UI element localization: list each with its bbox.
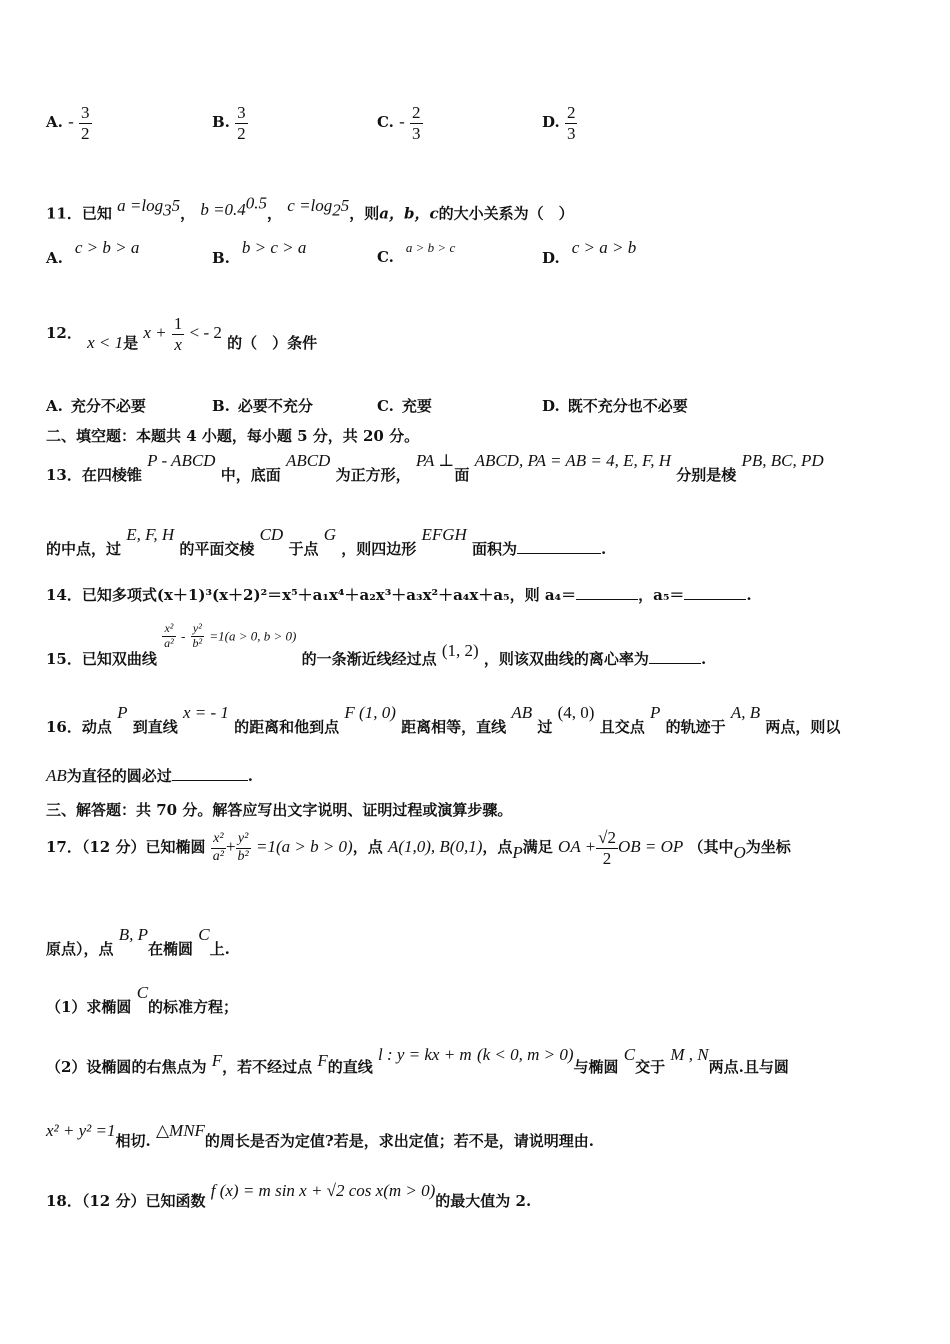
- text: 分别是棱: [676, 466, 737, 484]
- text: 在四棱锥: [81, 466, 142, 484]
- option-expr: c > a > b: [571, 238, 637, 257]
- option-label: A.: [46, 249, 63, 267]
- question-14: [46, 588, 752, 603]
- math: CD: [259, 525, 284, 544]
- text: 的标准方程；: [148, 998, 239, 1016]
- option-text: 既不充分也不必要: [567, 397, 688, 415]
- numerator: 3: [237, 103, 246, 122]
- text: 在椭圆: [148, 940, 194, 958]
- math: F: [211, 1051, 223, 1070]
- score: （12 分）: [81, 1192, 146, 1210]
- section-3-heading: 三、解答题：共 70 分。解答应写出文字说明、证明过程或演算步骤。: [46, 801, 513, 819]
- math: P: [512, 843, 523, 863]
- math-rhs: =1(a > b > 0): [255, 837, 353, 857]
- q12-option-d: [542, 395, 688, 416]
- question-number: 17．: [46, 838, 82, 857]
- denominator: a²: [164, 635, 174, 650]
- q11-option-d: [542, 238, 637, 268]
- option-text: 必要不充分: [237, 397, 313, 415]
- numerator: 3: [81, 103, 90, 122]
- text: 中，底面: [220, 466, 281, 484]
- text: 原点），点: [46, 940, 114, 958]
- math: F: [317, 1051, 328, 1070]
- option-text: 充分不必要: [70, 397, 146, 415]
- text: 的最大值为 2.: [435, 1192, 532, 1210]
- text: 距离相等，直线: [401, 718, 507, 736]
- text: ，a₅＝: [638, 586, 685, 604]
- denominator: b²: [192, 635, 203, 650]
- option-label: D.: [542, 113, 560, 132]
- text: ，点: [482, 838, 513, 857]
- math-vector: OA +: [558, 837, 597, 857]
- option-label: C.: [377, 113, 394, 132]
- text: ，则该双曲线的离心率为: [483, 650, 649, 669]
- text: 相切.: [115, 1132, 151, 1150]
- option-label: A.: [46, 113, 63, 132]
- text: 的周长是否为定值?若是，求出定值；若不是，请说明理由.: [204, 1132, 594, 1150]
- question-17-part-2-line-1: [46, 1045, 789, 1076]
- math: P: [117, 703, 128, 722]
- fraction-x: [162, 622, 176, 651]
- answer-blank: [649, 662, 701, 664]
- option-label: B.: [212, 113, 230, 132]
- option-expr: a > b > c: [405, 240, 456, 255]
- text: 到直线: [132, 718, 178, 736]
- math: P: [649, 703, 661, 722]
- text: 已知函数: [145, 1192, 206, 1210]
- text: （2）设椭圆的右焦点为: [46, 1058, 207, 1076]
- option-label: D.: [542, 397, 560, 415]
- question-number: 13．: [46, 466, 82, 484]
- math: O: [733, 843, 746, 863]
- answer-blank: [172, 779, 248, 781]
- math: C: [198, 925, 210, 944]
- arg: 5: [171, 195, 181, 215]
- text: 的轨迹于: [665, 718, 726, 736]
- text: 面: [454, 466, 470, 484]
- expr: c =log: [287, 195, 333, 215]
- expr: b =0.4: [200, 199, 246, 219]
- denominator: a²: [212, 848, 224, 864]
- option-expr: c > b > a: [74, 238, 140, 257]
- text: 的大小关系为（ ）: [438, 204, 574, 223]
- text: 与椭圆: [573, 1058, 619, 1076]
- score: （12 分）: [81, 838, 146, 857]
- text: 的平面交棱: [179, 540, 255, 558]
- question-16-line-2: [46, 767, 253, 784]
- question-11: 11．已知 $a =\log_35$， $b =0.4^{0.5}$， $c =\log_25$，则a，b，c的大小关系为（ ）: [46, 193, 574, 223]
- numerator: y²: [191, 622, 205, 637]
- math: M , N: [670, 1045, 709, 1064]
- question-number: 15．: [46, 650, 82, 669]
- math: ABCD, PA = AB = 4, E, F, H: [474, 451, 671, 470]
- text: 的（ ）条件: [227, 334, 318, 353]
- text: 已知多项式(x＋1)³(x＋2)²＝x⁵＋a₁x⁴＋a₂x³＋a₃x²＋a₄x＋a₅，则 a₄＝: [81, 586, 577, 604]
- math: C: [136, 983, 149, 1002]
- q12-option-a: [46, 395, 146, 416]
- math: C: [623, 1045, 636, 1064]
- text: ，点: [352, 838, 383, 857]
- option-label: B.: [212, 249, 230, 267]
- math-x: x +: [143, 323, 167, 343]
- option-label: B.: [212, 397, 230, 415]
- fraction: [410, 103, 423, 143]
- text: .: [746, 586, 752, 604]
- text: 为坐标: [745, 838, 791, 857]
- text: .: [247, 767, 254, 785]
- option-label: C.: [377, 248, 394, 266]
- option-expr: b > c > a: [241, 238, 307, 257]
- question-18: [46, 1181, 532, 1210]
- text: （1）求椭圆: [46, 998, 132, 1016]
- question-number: 14．: [46, 586, 82, 604]
- math-points: A(1,0), B(0,1): [387, 837, 483, 857]
- numerator: x²: [162, 622, 176, 637]
- math-line: l : y = kx + m: [377, 1045, 472, 1064]
- math-triangle: △MNF: [155, 1121, 205, 1140]
- math: B, P: [118, 925, 149, 944]
- base: 2: [332, 200, 341, 220]
- question-17-part-1: [46, 983, 239, 1016]
- math: EFGH: [421, 525, 467, 544]
- text: 为直径的圆必过: [66, 767, 172, 785]
- q10-option-a: [46, 103, 92, 143]
- question-13-line-1: [46, 451, 824, 484]
- denominator: 2: [602, 848, 612, 868]
- math-condition: x < 1: [87, 333, 124, 353]
- text: 且交点: [599, 718, 645, 736]
- text: 上.: [209, 940, 230, 958]
- question-12: [46, 314, 317, 354]
- math: PA ⊥: [415, 451, 455, 470]
- math-function: f (x) = m sin x + √2 cos x(m > 0): [210, 1181, 436, 1200]
- q12-option-b: [212, 395, 313, 416]
- fraction-y: [191, 622, 205, 651]
- text: 两点.且与圆: [708, 1058, 789, 1076]
- text: 已知椭圆: [145, 838, 206, 857]
- text: 动点: [81, 718, 112, 736]
- math-c: [287, 195, 350, 220]
- text: ，则: [349, 204, 380, 223]
- text: .: [601, 540, 607, 558]
- sign: -: [68, 112, 74, 132]
- q10-option-c: [377, 103, 423, 143]
- denominator: b²: [237, 848, 249, 864]
- q10-option-b: [212, 103, 248, 143]
- text: 的中点，过: [46, 540, 122, 558]
- text: 于点: [288, 540, 319, 558]
- text: ，若不经过点: [222, 1058, 313, 1076]
- numerator: √2: [598, 828, 616, 847]
- fraction-sqrt: [596, 828, 618, 868]
- plus: +: [225, 837, 236, 857]
- numerator: 2: [412, 103, 421, 122]
- math: AB: [511, 703, 533, 722]
- question-16-line-1: [46, 703, 841, 736]
- text: 已知双曲线: [81, 650, 157, 669]
- option-label: A.: [46, 397, 63, 415]
- denominator: x: [174, 334, 182, 354]
- math: (4, 0): [557, 703, 595, 722]
- fraction-y: [236, 831, 251, 864]
- denominator: 2: [81, 123, 90, 143]
- math-circle: x² + y² =1: [46, 1121, 116, 1140]
- text: 的距离和他到点: [234, 718, 340, 736]
- math: x = - 1: [183, 703, 229, 722]
- numerator: 2: [566, 103, 576, 122]
- question-number: 11．: [46, 204, 82, 223]
- math-rhs: < - 2: [189, 323, 222, 343]
- math: E, F, H: [126, 525, 175, 544]
- question-15: [46, 621, 707, 669]
- text: 为正方形，: [335, 466, 411, 484]
- text: 过: [537, 718, 553, 736]
- math-cond: (k < 0, m > 0): [476, 1045, 574, 1064]
- text: 是: [123, 334, 139, 353]
- q12-option-c: [377, 395, 432, 416]
- math: ABCD: [285, 451, 331, 470]
- question-17-part-2-line-2: [46, 1121, 594, 1150]
- math-b: [200, 193, 268, 219]
- denominator: 2: [237, 123, 246, 143]
- question-number: 18．: [46, 1192, 82, 1210]
- text: 已知: [81, 204, 112, 223]
- exponent: 0.5: [245, 193, 268, 212]
- fraction: [565, 103, 578, 143]
- math: AB: [46, 766, 67, 785]
- text: 的一条渐近线经过点: [301, 650, 437, 669]
- question-number: 16．: [46, 718, 82, 736]
- fraction: [79, 103, 92, 143]
- text: 满足: [522, 838, 553, 857]
- base: 3: [163, 200, 172, 220]
- answer-blank-a5: [684, 598, 746, 600]
- denominator: 3: [566, 123, 576, 143]
- option-text: 充要: [401, 397, 432, 415]
- math: G: [323, 525, 336, 544]
- numerator: x²: [211, 831, 226, 848]
- question-number: 12．: [46, 324, 82, 343]
- q11-option-c: [377, 240, 456, 266]
- math-a: [117, 195, 181, 220]
- text: 的直线: [327, 1058, 373, 1076]
- math-point: (1, 2): [441, 641, 479, 661]
- math-rhs: =1(a > 0, b > 0): [209, 628, 297, 644]
- question-13-line-2: [46, 525, 607, 558]
- text: .: [700, 650, 707, 669]
- q10-option-d: [542, 103, 577, 143]
- text: 面积为: [472, 540, 518, 558]
- math: F (1, 0): [344, 703, 396, 722]
- q11-option-a: [46, 238, 140, 268]
- math: P - ABCD: [147, 451, 216, 470]
- math-vector: OB = OP: [617, 837, 684, 857]
- fraction: [172, 314, 185, 354]
- option-label: C.: [377, 397, 394, 415]
- sign: -: [399, 112, 405, 132]
- arg: 5: [340, 195, 350, 215]
- text: 两点，则以: [765, 718, 841, 736]
- numerator: 1: [173, 314, 183, 333]
- text: ，则四边形: [341, 540, 417, 558]
- fraction: [235, 103, 248, 143]
- text: 交于: [635, 1058, 666, 1076]
- minus: -: [180, 628, 186, 644]
- denominator: 3: [412, 123, 421, 143]
- q11-option-b: [212, 238, 307, 268]
- option-label: D.: [542, 249, 560, 267]
- math: A, B: [730, 703, 761, 722]
- answer-blank: [517, 552, 601, 554]
- answer-blank-a4: [576, 598, 638, 600]
- section-2-heading: 二、填空题：本题共 4 小题，每小题 5 分，共 20 分。: [46, 427, 420, 445]
- text: （其中: [688, 838, 734, 857]
- vars: a，b，c: [379, 204, 439, 223]
- numerator: y²: [236, 831, 251, 848]
- fraction-x: [211, 831, 226, 864]
- question-17-line-2: [46, 925, 230, 958]
- expr: a =log: [117, 195, 164, 215]
- question-17-line-1: [46, 828, 791, 868]
- math: PB, BC, PD: [741, 451, 824, 470]
